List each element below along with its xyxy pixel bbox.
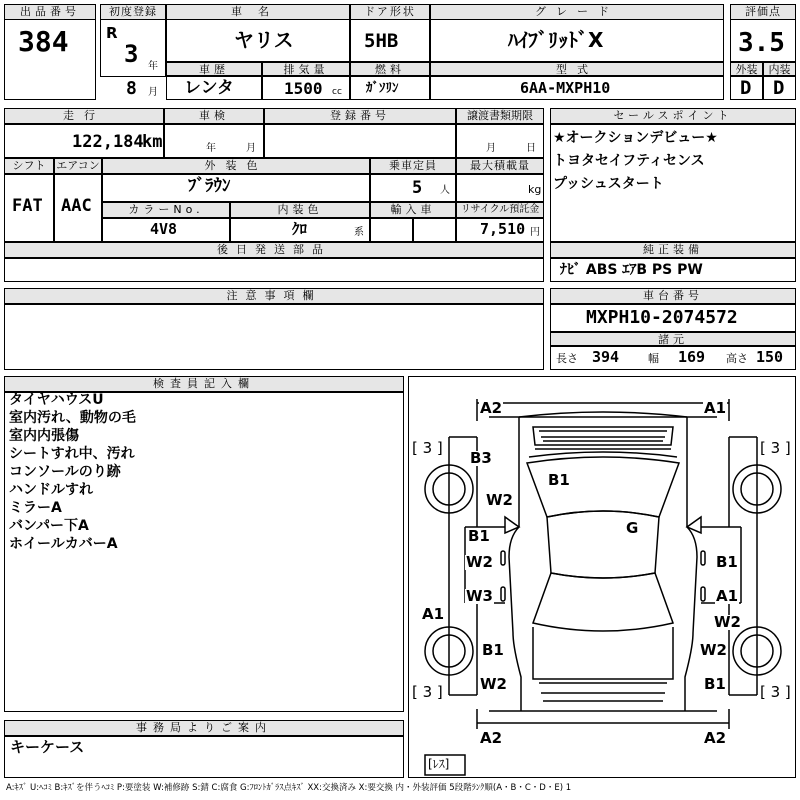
registration-no-label: 登録番号 bbox=[264, 108, 456, 124]
mark-tire-rear-left: [ 3 ] bbox=[412, 683, 443, 701]
recycle-deposit: 7,510 bbox=[480, 220, 526, 238]
inspector-note-7: ミラーA bbox=[9, 500, 62, 516]
sales-point-2: トヨタセイフティセンス bbox=[553, 153, 705, 169]
interior-color: ｸﾛ bbox=[292, 220, 308, 238]
mark-rear-door-right: A1 bbox=[716, 587, 739, 605]
shift-label: シフト bbox=[4, 158, 54, 174]
mark-rear-quarter-right: B1 bbox=[704, 675, 726, 693]
aircon-label: エアコン bbox=[54, 158, 102, 174]
mileage-unit: km bbox=[142, 132, 163, 152]
mark-front-door-right: B1 bbox=[716, 553, 738, 571]
length-value: 394 bbox=[592, 348, 620, 366]
inspection-month-unit: 月 bbox=[246, 143, 256, 154]
inspection-label: 車検 bbox=[164, 108, 264, 124]
capacity-unit: 人 bbox=[440, 185, 450, 196]
month-unit: 月 bbox=[148, 87, 158, 98]
inspector-label: 検査員記入欄 bbox=[4, 376, 404, 392]
transfer-month-unit: 月 bbox=[486, 143, 496, 154]
mark-glass: G bbox=[626, 519, 639, 537]
displacement-unit: cc bbox=[332, 87, 342, 97]
max-load-unit: kg bbox=[528, 183, 542, 196]
mark-fender-left-lower: W2 bbox=[486, 491, 513, 509]
mark-rear-quarter-left: W2 bbox=[480, 675, 507, 693]
import-box-b bbox=[413, 218, 456, 242]
grade: ﾊｲﾌﾞﾘｯﾄﾞX bbox=[508, 28, 604, 52]
recycle-deposit-unit: 円 bbox=[530, 227, 540, 238]
mark-side-left: A1 bbox=[422, 605, 445, 623]
mark-rear-bumper-right: A2 bbox=[704, 729, 727, 747]
office-label: 事務局よりご案内 bbox=[4, 720, 404, 736]
history: レンタ bbox=[184, 78, 234, 98]
chassis-number: MXPH10-2074572 bbox=[586, 307, 738, 328]
notes-label: 注意事項欄 bbox=[4, 288, 544, 304]
mark-hood: B1 bbox=[548, 471, 570, 489]
mark-tire-front-left: [ 3 ] bbox=[412, 439, 443, 457]
displacement-label: 排気量 bbox=[262, 62, 350, 76]
transfer-day-unit: 日 bbox=[526, 143, 536, 154]
height-label: 高さ bbox=[726, 352, 748, 365]
exterior-color-box bbox=[102, 174, 370, 202]
equipment: ﾅﾋﾞ ABS ｴｱB PS PW bbox=[560, 262, 703, 278]
mileage-label: 走行 bbox=[4, 108, 164, 124]
shift: FAT bbox=[12, 196, 43, 216]
fuel: ｶﾞｿﾘﾝ bbox=[366, 81, 399, 96]
mark-fender-left: B3 bbox=[470, 449, 492, 467]
interior-grade: D bbox=[773, 77, 785, 99]
recycle-deposit-label: リサイクル預託金 bbox=[456, 202, 544, 218]
equipment-label: 純正装備 bbox=[550, 242, 796, 258]
displacement: 1500 bbox=[284, 79, 323, 98]
inspection-year-unit: 年 bbox=[206, 143, 216, 154]
registration-year: 3 bbox=[124, 40, 139, 68]
interior-label: 内装 bbox=[763, 62, 796, 76]
inspector-note-5: コンソールのり跡 bbox=[9, 464, 121, 480]
car-name: ヤリス bbox=[234, 28, 294, 52]
aircon: AAC bbox=[61, 196, 92, 216]
mileage: 122,184 bbox=[72, 132, 144, 152]
score: 3.5 bbox=[738, 28, 785, 58]
max-load-label: 最大積載量 bbox=[456, 158, 544, 174]
lot-number-label: 出品番号 bbox=[4, 4, 96, 20]
door-type: 5HB bbox=[364, 30, 399, 52]
history-label: 車歴 bbox=[166, 62, 262, 76]
chassis-label: 車台番号 bbox=[550, 288, 796, 304]
office-note: キーケース bbox=[10, 738, 85, 756]
mark-front-bumper-right: A1 bbox=[704, 399, 727, 417]
registration-no-box bbox=[264, 124, 456, 158]
width-label: 幅 bbox=[648, 352, 659, 365]
damage-diagram bbox=[408, 376, 796, 778]
later-parts-label: 後日発送部品 bbox=[4, 242, 544, 258]
mark-tire-front-right: [ 3 ] bbox=[760, 439, 791, 457]
length-label: 長さ bbox=[556, 352, 578, 365]
inspector-note-4: シートすれ中、汚れ bbox=[9, 446, 135, 462]
color-no: 4V8 bbox=[150, 220, 178, 238]
inspector-note-6: ハンドルすれ bbox=[9, 482, 93, 498]
import-box-a bbox=[370, 218, 413, 242]
sales-points-label: セールスポイント bbox=[550, 108, 796, 124]
score-label: 評価点 bbox=[730, 4, 796, 20]
model: 6AA-MXPH10 bbox=[520, 79, 611, 97]
sales-point-3: プッシュスタート bbox=[553, 176, 664, 192]
specs-label: 諸元 bbox=[550, 332, 796, 346]
capacity-label: 乗車定員 bbox=[370, 158, 456, 174]
exterior-color-label: 外装色 bbox=[102, 158, 370, 174]
mark-rear-door-right-lower: W2 bbox=[714, 613, 741, 631]
inspector-note-3: 室内内張傷 bbox=[9, 428, 79, 444]
exterior-label: 外装 bbox=[730, 62, 763, 76]
mark-tire-rear-right: [ 3 ] bbox=[760, 683, 791, 701]
interior-color-label: 内装色 bbox=[230, 202, 370, 218]
mark-rear-fender-left: B1 bbox=[482, 641, 504, 659]
mark-rear-door-left: W3 bbox=[466, 587, 493, 605]
car-name-label: 車名 bbox=[166, 4, 350, 20]
spare-tire-mark: [ﾚｽ] bbox=[428, 757, 450, 771]
fuel-label: 燃料 bbox=[350, 62, 430, 76]
interior-color-unit: 系 bbox=[354, 227, 364, 238]
later-parts-box bbox=[4, 258, 544, 282]
transfer-deadline-label: 譲渡書類期限 bbox=[456, 108, 544, 124]
car-outline bbox=[409, 377, 797, 779]
exterior-grade: D bbox=[740, 77, 752, 99]
year-unit: 年 bbox=[148, 61, 158, 72]
mark-rear-bumper-left: A2 bbox=[480, 729, 503, 747]
capacity: 5 bbox=[412, 178, 423, 198]
inspector-note-2: 室内汚れ、動物の毛 bbox=[9, 410, 136, 426]
height-value: 150 bbox=[756, 348, 784, 366]
lot-number: 384 bbox=[18, 25, 69, 58]
grade-label: グレード bbox=[430, 4, 724, 20]
registration-month: 8 bbox=[126, 78, 137, 99]
exterior-color: ﾌﾞﾗｳﾝ bbox=[188, 176, 231, 196]
mark-front-door-left-lower: W2 bbox=[466, 553, 493, 571]
legend: A:ｷｽﾞ U:ﾍｺﾐ B:ｷｽﾞを伴うﾍｺﾐ P:要塗装 W:補修跡 S:錆 C:腐食 G:ﾌﾛﾝﾄｶﾞﾗｽ点ｷｽﾞ XX:交換済み X:要交換 内・外装評価 5段階ﾗﾝｸ順(A・B・C・D・E) 1 bbox=[6, 783, 572, 793]
width-value: 169 bbox=[678, 348, 706, 366]
door-label: ドア形状 bbox=[350, 4, 430, 20]
mark-rear-fender-right: W2 bbox=[700, 641, 727, 659]
color-no-label: カラーNo. bbox=[102, 202, 230, 218]
notes-box bbox=[4, 304, 544, 370]
import-label: 輸入車 bbox=[370, 202, 456, 218]
inspector-note-9: ホイールカバーA bbox=[9, 536, 118, 552]
first-registration-label: 初度登録 bbox=[100, 4, 166, 20]
mark-front-door-left: B1 bbox=[468, 527, 490, 545]
sales-point-1: ★オークションデビュー★ bbox=[553, 130, 718, 146]
mark-front-bumper-left: A2 bbox=[480, 399, 503, 417]
inspector-note-1: タイヤハウスU bbox=[9, 392, 104, 408]
era: R bbox=[106, 24, 118, 42]
inspector-note-8: バンパー下A bbox=[9, 518, 89, 534]
model-label: 型式 bbox=[430, 62, 724, 76]
